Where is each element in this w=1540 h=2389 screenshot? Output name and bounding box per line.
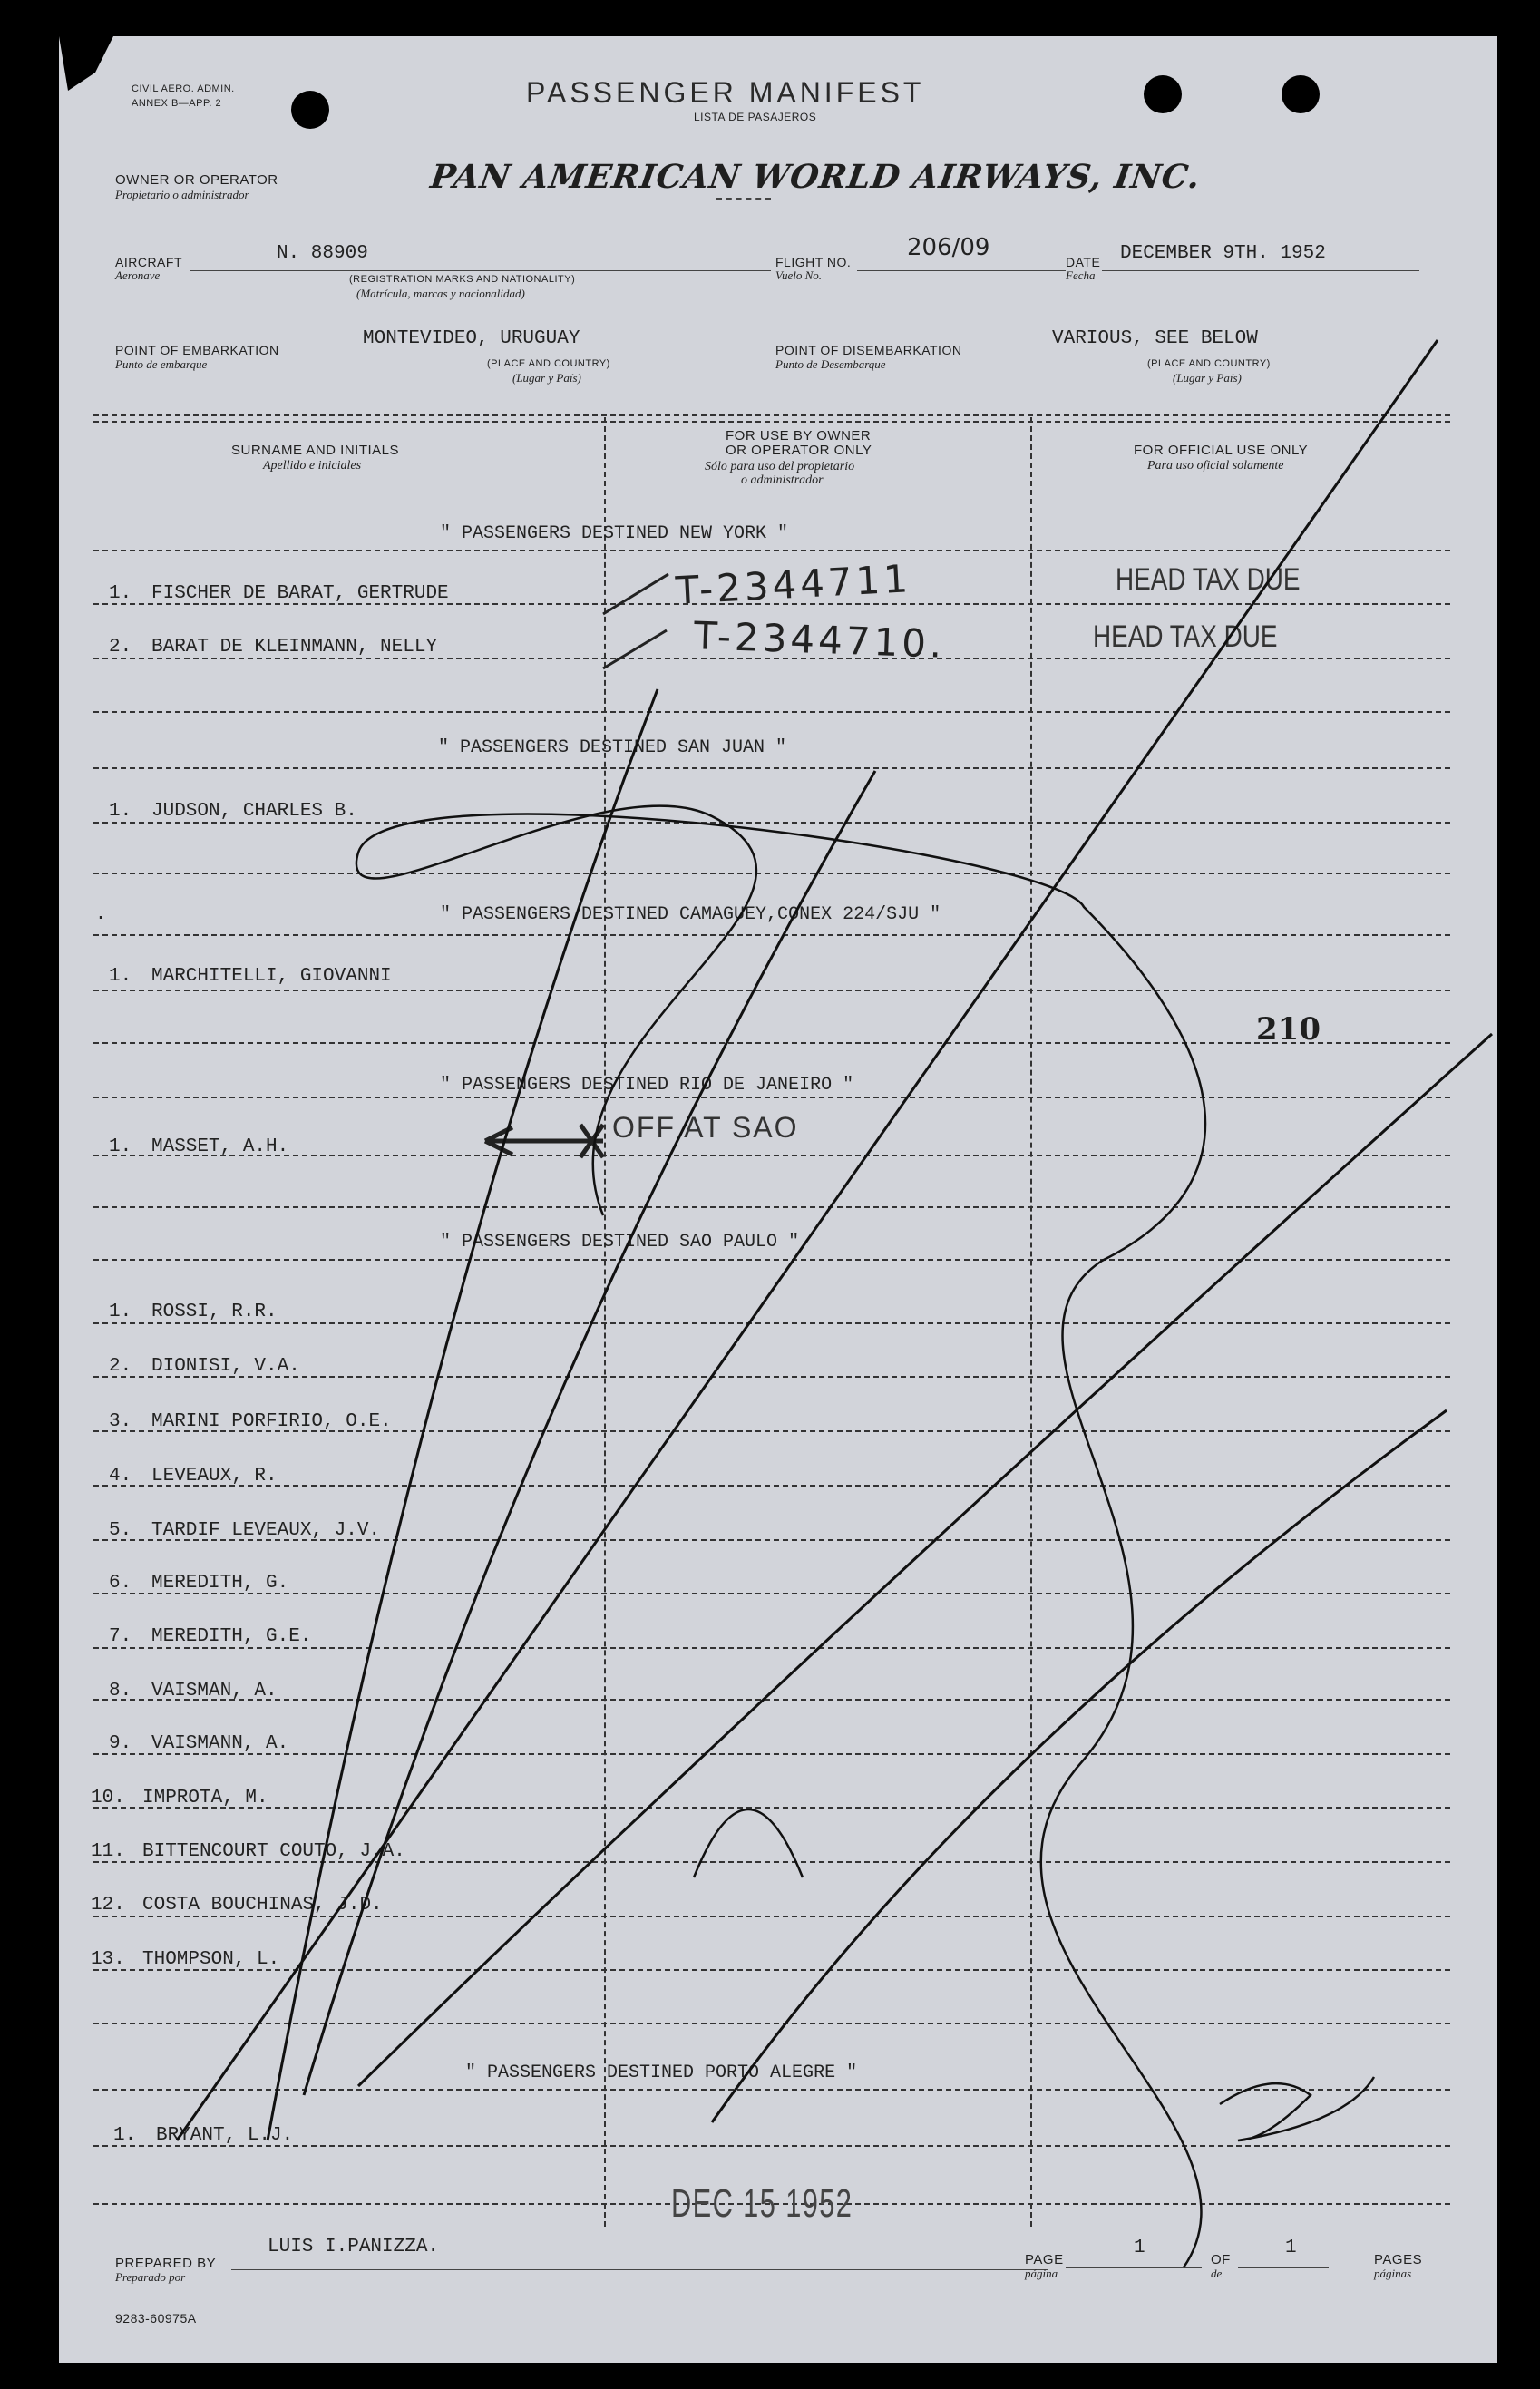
manifest-sheet <box>59 36 1497 2363</box>
col1-header: SURNAME AND INITIALS <box>231 443 400 458</box>
passenger-name: MEREDITH, G. <box>151 1573 289 1594</box>
passenger-name: BARAT DE KLEINMANN, NELLY <box>151 637 438 658</box>
section-heading-sao-paulo: " PASSENGERS DESTINED SAO PAULO " <box>440 1232 800 1253</box>
section-bullet-camaguey: . <box>95 904 107 925</box>
passenger-name: MARINI PORFIRIO, O.E. <box>151 1411 392 1432</box>
pen-stroke-2 <box>268 689 658 2140</box>
pen-stroke-3 <box>304 771 875 2095</box>
page-value: 1 <box>1134 2238 1145 2258</box>
pages-label: PAGES <box>1374 2252 1423 2267</box>
embark-value: MONTEVIDEO, URUGUAY <box>363 328 580 349</box>
prepared-by-value: LUIS I.PANIZZA. <box>268 2237 440 2257</box>
passenger-num: 1. <box>109 1302 132 1322</box>
pages-label-es: páginas <box>1374 2267 1412 2280</box>
col3-header-es: Para uso oficial solamente <box>1147 459 1284 473</box>
arrow-left-icon <box>485 1125 603 1157</box>
received-date-stamp: DEC 15 1952 <box>671 2181 853 2226</box>
manifest-title: PASSENGER MANIFEST <box>526 76 925 109</box>
of-label-es: de <box>1211 2267 1223 2280</box>
section-heading-camaguey: " PASSENGERS DESTINED CAMAGUEY,CONEX 224/SJU " <box>440 904 941 925</box>
col2-header-es-2: o administrador <box>741 473 824 487</box>
flight-value: 206/09 <box>907 234 990 261</box>
passenger-name: MARCHITELLI, GIOVANNI <box>151 966 392 987</box>
passenger-num: 8. <box>109 1681 132 1702</box>
embark-place-note-es: (Lugar y País) <box>512 371 581 385</box>
pen-wave <box>356 806 1205 2267</box>
passenger-name: FISCHER DE BARAT, GERTRUDE <box>151 583 449 604</box>
date-label: DATE <box>1066 255 1101 269</box>
passenger-name: MASSET, A.H. <box>151 1136 289 1157</box>
pen-stroke-1 <box>177 340 1438 2140</box>
number-210: 210 <box>1256 1011 1321 1048</box>
passenger-num: 2. <box>109 1356 132 1377</box>
passenger-num: 4. <box>109 1466 132 1487</box>
passenger-name: LEVEAUX, R. <box>151 1466 278 1487</box>
col3-header: FOR OFFICIAL USE ONLY <box>1134 443 1309 458</box>
head-tax-stamp-1: HEAD TAX DUE <box>1116 562 1301 597</box>
prepared-by-label: PREPARED BY <box>115 2256 217 2271</box>
section-heading-rio: " PASSENGERS DESTINED RIO DE JANEIRO " <box>440 1075 854 1096</box>
col2-header-es-1: Sólo para uso del propietario <box>705 460 855 473</box>
registration-note: (REGISTRATION MARKS AND NATIONALITY) <box>349 274 576 285</box>
passenger-name: MEREDITH, G.E. <box>151 1626 312 1647</box>
col2-header-1: FOR USE BY OWNER <box>726 428 872 444</box>
check-mark-2 <box>603 630 667 668</box>
date-label-es: Fecha <box>1066 268 1096 282</box>
passenger-name: BITTENCOURT COUTO, J.A. <box>142 1841 405 1862</box>
date-value: DECEMBER 9TH. 1952 <box>1120 243 1326 264</box>
passenger-num: 6. <box>109 1573 132 1594</box>
passenger-name: JUDSON, CHARLES B. <box>151 801 357 822</box>
embark-place-note: (PLACE AND COUNTRY) <box>487 358 610 369</box>
section-heading-porto-alegre: " PASSENGERS DESTINED PORTO ALEGRE " <box>465 2062 858 2083</box>
initial-scribble <box>1220 2077 1374 2140</box>
passenger-name: COSTA BOUCHINAS, J.D. <box>142 1895 383 1916</box>
form-corner-line1: CIVIL AERO. ADMIN. <box>132 83 235 94</box>
page-label-es: página <box>1025 2267 1058 2280</box>
passenger-num: 3. <box>109 1411 132 1432</box>
passenger-name: DIONISI, V.A. <box>151 1356 300 1377</box>
passenger-name: TARDIF LEVEAUX, J.V. <box>151 1520 381 1541</box>
section-heading-new-york: " PASSENGERS DESTINED NEW YORK " <box>440 523 789 544</box>
passenger-num: 2. <box>109 637 132 658</box>
section-heading-san-juan: " PASSENGERS DESTINED SAN JUAN " <box>438 737 787 758</box>
page-label: PAGE <box>1025 2252 1064 2267</box>
airline-name: PAN AMERICAN WORLD AIRWAYS, INC. <box>428 158 1204 196</box>
owner-label-es: Propietario o administrador <box>115 188 249 201</box>
col1-header-es: Apellido e iniciales <box>263 459 362 473</box>
col2-header-2: OR OPERATOR ONLY <box>726 443 872 458</box>
owner-label: OWNER OR OPERATOR <box>115 172 278 188</box>
passenger-num: 11. <box>91 1841 125 1862</box>
prepared-by-label-es: Preparado por <box>115 2270 186 2284</box>
passenger-num: 7. <box>109 1626 132 1647</box>
passenger-num: 12. <box>91 1895 125 1916</box>
of-value: 1 <box>1285 2238 1297 2258</box>
passenger-name: VAISMAN, A. <box>151 1681 278 1702</box>
passenger-num: 5. <box>109 1520 132 1541</box>
passenger-num: 10. <box>91 1788 125 1809</box>
passenger-num: 1. <box>109 966 132 987</box>
check-mark-1 <box>603 574 668 614</box>
aircraft-label: AIRCRAFT <box>115 255 182 269</box>
flight-label: FLIGHT NO. <box>775 255 852 269</box>
passenger-name: IMPROTA, M. <box>142 1788 268 1809</box>
manifest-title-es: LISTA DE PASAJEROS <box>694 111 817 123</box>
passenger-name: VAISMANN, A. <box>151 1733 289 1754</box>
disembark-label: POINT OF DISEMBARKATION <box>775 343 962 357</box>
pen-stroke-4 <box>358 1034 1492 2086</box>
passenger-num: 13. <box>91 1949 125 1970</box>
passenger-num: 9. <box>109 1733 132 1754</box>
passenger-num: 1. <box>113 2125 137 2146</box>
passenger-num: 1. <box>109 1136 132 1157</box>
ticket-number-1: T-2344711 <box>674 556 913 613</box>
disembark-place-note: (PLACE AND COUNTRY) <box>1147 358 1271 369</box>
registration-note-es: (Matrícula, marcas y nacionalidad) <box>356 287 525 300</box>
passenger-num: 1. <box>109 583 132 604</box>
embark-label-es: Punto de embarque <box>115 357 208 371</box>
disembark-label-es: Punto de Desembarque <box>775 357 886 371</box>
aircraft-label-es: Aeronave <box>115 268 161 282</box>
form-number: 9283-60975A <box>115 2311 197 2326</box>
ticket-number-2: T-2344710. <box>693 613 947 667</box>
off-at-sao-stamp: OFF AT SAO <box>612 1111 799 1144</box>
passenger-name: BRYANT, L.J. <box>156 2125 294 2146</box>
disembark-place-note-es: (Lugar y País) <box>1173 371 1242 385</box>
torn-corner <box>59 36 113 91</box>
pen-markings <box>59 36 1497 2363</box>
of-label: OF <box>1211 2252 1231 2267</box>
passenger-num: 1. <box>109 801 132 822</box>
flight-label-es: Vuelo No. <box>775 268 823 282</box>
passenger-name: ROSSI, R.R. <box>151 1302 278 1322</box>
pen-stroke-6 <box>694 1809 803 1877</box>
passenger-name: THOMPSON, L. <box>142 1949 280 1970</box>
embark-label: POINT OF EMBARKATION <box>115 343 279 357</box>
head-tax-stamp-2: HEAD TAX DUE <box>1093 619 1278 654</box>
aircraft-value: N. 88909 <box>277 243 368 264</box>
form-corner-line2: ANNEX B—APP. 2 <box>132 98 222 109</box>
disembark-value: VARIOUS, SEE BELOW <box>1052 328 1258 349</box>
